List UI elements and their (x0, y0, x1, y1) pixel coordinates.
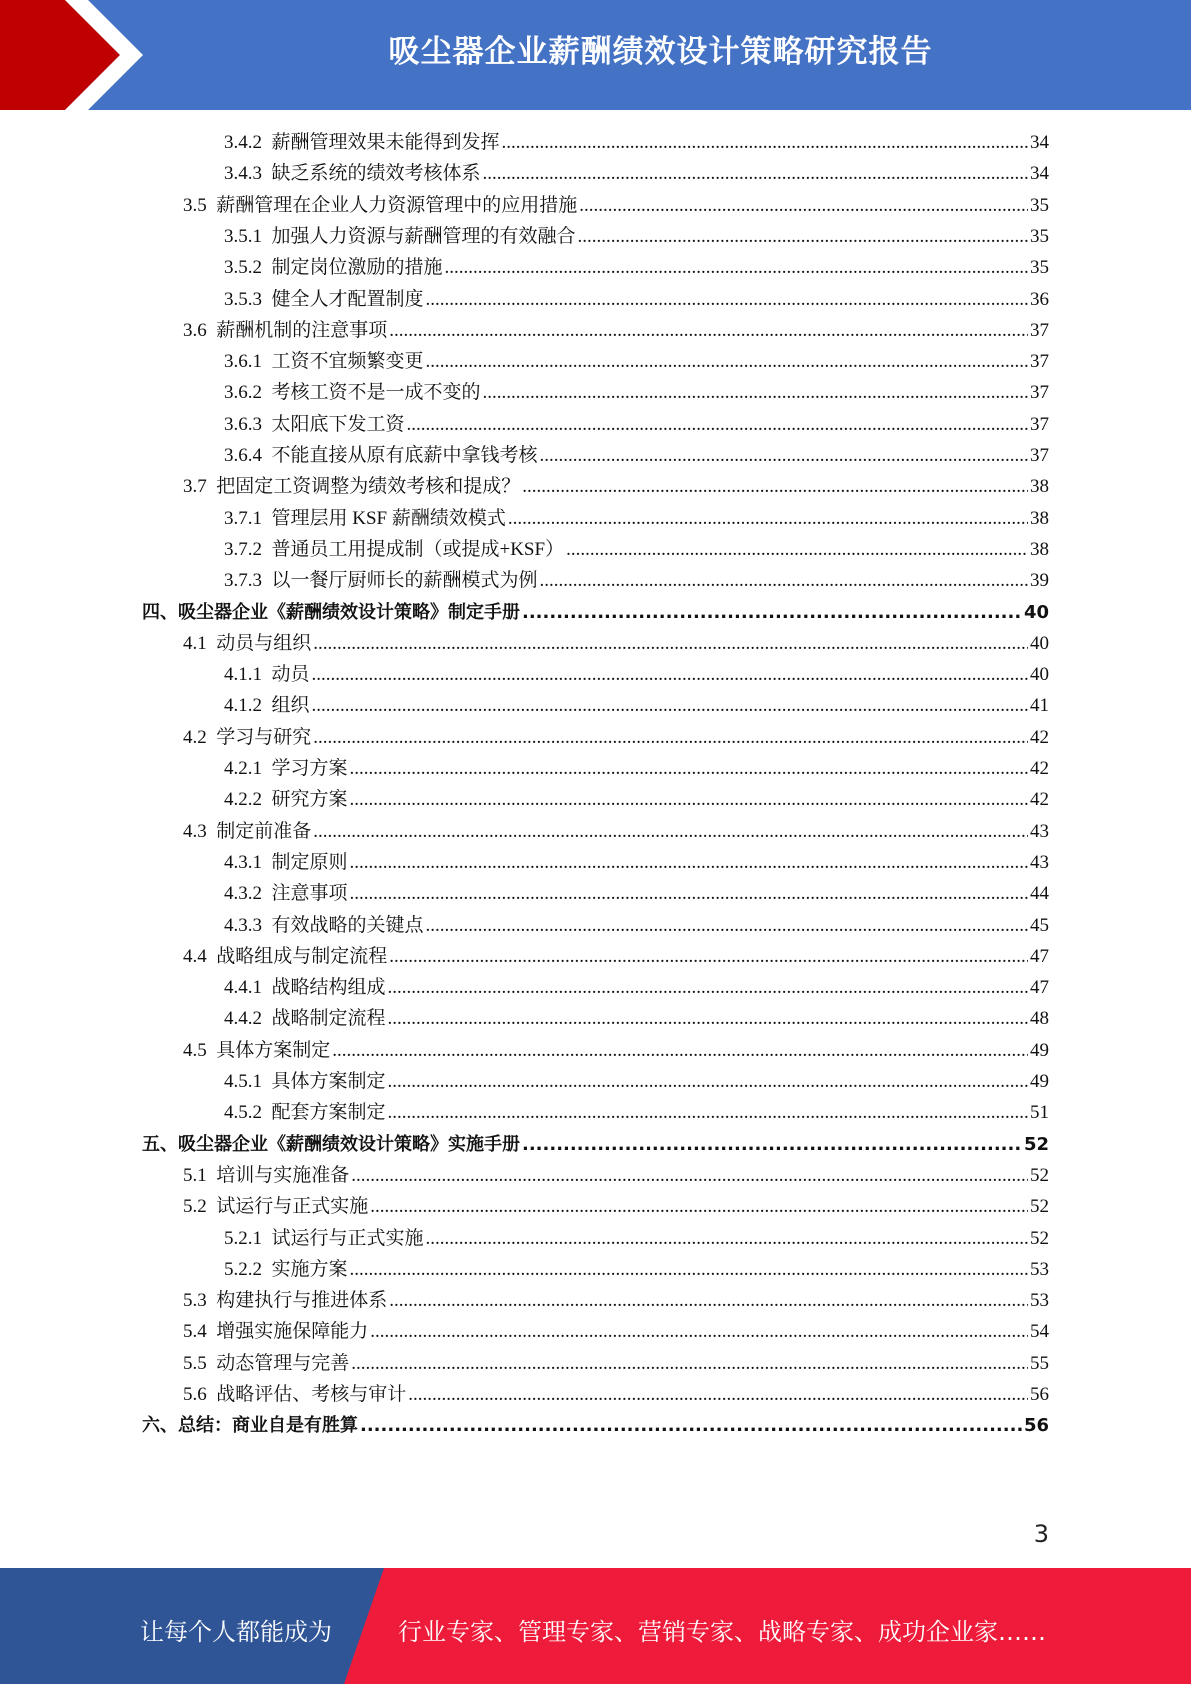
toc-dot-leader (350, 754, 1028, 784)
toc-entry-number: 4.1.1 (224, 664, 262, 686)
toc-entry-title: 战略评估、考核与审计 (216, 1384, 407, 1405)
toc-dot-leader (579, 191, 1028, 221)
toc-entry-page: 40 (1023, 601, 1049, 623)
toc-entry-title: 薪酬管理在企业人力资源管理中的应用措施 (216, 194, 578, 216)
toc-entry-page: 34 (1030, 132, 1049, 153)
toc-entry-number: 3.5.2 (224, 257, 262, 279)
toc-entry-title: 把固定工资调整为绩效考核和提成？ (216, 476, 521, 498)
toc-entry-title: 制定原则 (271, 851, 348, 873)
toc-entry-page: 49 (1030, 1071, 1049, 1092)
toc-entry-title: 构建执行与推进体系 (216, 1290, 388, 1312)
toc-entry[interactable] (183, 316, 1049, 346)
toc-entry-title: 动员与组织 (216, 632, 312, 654)
toc-entry-page: 49 (1030, 1039, 1049, 1061)
toc-entry-page: 36 (1030, 288, 1049, 310)
toc-entry-title: 学习方案 (271, 758, 348, 779)
toc-entry-page: 35 (1030, 257, 1049, 279)
toc-entry[interactable] (224, 410, 1049, 440)
toc-entry[interactable] (142, 1411, 1049, 1441)
toc-dot-leader (483, 378, 1028, 408)
toc-entry-page: 39 (1030, 570, 1049, 592)
toc-entry-title: 组织 (271, 695, 310, 717)
toc-entry-number: 4.2.2 (224, 789, 262, 811)
toc-entry-title: 试运行与正式实施 (216, 1196, 369, 1218)
toc-dot-leader (351, 1349, 1028, 1379)
toc-dot-leader (483, 159, 1028, 189)
page-header (0, 0, 1191, 110)
toc-entry-title: 制定岗位激励的措施 (271, 257, 443, 279)
toc-entry-page: 38 (1030, 538, 1049, 560)
toc-entry-number: 4.5.1 (224, 1071, 262, 1092)
toc-entry-title: 配套方案制定 (271, 1102, 386, 1124)
toc-entry-title: 考核工资不是一成不变的 (271, 382, 481, 404)
toc-dot-leader (426, 1224, 1028, 1254)
toc-entry-number: 3.6 (183, 319, 207, 341)
toc-entry[interactable] (183, 723, 1049, 753)
toc-dot-leader (426, 285, 1028, 315)
toc-entry-number: 4.5.2 (224, 1102, 262, 1124)
toc-entry-page: 42 (1030, 726, 1049, 748)
toc-entry-page: 42 (1030, 758, 1049, 779)
toc-entry-page: 52 (1023, 1133, 1049, 1155)
toc-dot-leader (350, 1255, 1028, 1285)
toc-entry[interactable] (224, 660, 1049, 690)
toc-entry[interactable] (224, 253, 1049, 283)
toc-entry[interactable] (224, 441, 1049, 471)
toc-entry-page: 37 (1030, 445, 1049, 466)
toc-entry-title: 加强人力资源与薪酬管理的有效融合 (271, 225, 576, 247)
toc-dot-leader (388, 973, 1028, 1003)
toc-entry[interactable] (224, 566, 1049, 596)
toc-dot-leader (389, 942, 1028, 972)
toc-entry[interactable] (183, 1349, 1049, 1379)
toc-entry-number: 3.5.3 (224, 288, 262, 310)
toc-entry-page: 53 (1030, 1258, 1049, 1280)
toc-entry-number: 5.3 (183, 1290, 207, 1312)
toc-entry[interactable] (224, 1255, 1049, 1285)
toc-entry-title: 健全人才配置制度 (271, 288, 424, 310)
toc-entry-title: 实施方案 (271, 1258, 348, 1280)
toc-entry-title: 有效战略的关键点 (271, 914, 424, 936)
toc-entry-page: 52 (1030, 1164, 1049, 1186)
toc-entry-title: 管理层用 KSF 薪酬绩效模式 (271, 507, 506, 529)
toc-entry[interactable] (183, 1380, 1049, 1410)
toc-entry-title: 太阳底下发工资 (271, 413, 405, 435)
toc-entry-page: 37 (1030, 382, 1049, 404)
toc-dot-leader (522, 472, 1028, 502)
toc-entry[interactable] (224, 911, 1049, 941)
toc-entry-page: 48 (1030, 1008, 1049, 1030)
toc-entry[interactable] (183, 1317, 1049, 1347)
toc-entry-number: 3.6.3 (224, 413, 262, 435)
toc-entry-title: 研究方案 (271, 789, 348, 811)
report-title: 吸尘器企业薪酬绩效设计策略研究报告 (388, 34, 933, 70)
toc-entry[interactable] (183, 817, 1049, 847)
toc-entry-number: 3.5.1 (224, 225, 262, 247)
toc-entry-page: 37 (1030, 351, 1049, 373)
toc-dot-leader (388, 1004, 1028, 1034)
toc-entry-page: 43 (1030, 851, 1049, 873)
toc-entry[interactable] (183, 1161, 1049, 1191)
toc-dot-leader (508, 504, 1028, 534)
page-number: 3 (1033, 1520, 1049, 1548)
toc-entry-page: 52 (1030, 1196, 1049, 1218)
toc-dot-leader (312, 691, 1028, 721)
toc-entry-page: 40 (1030, 632, 1049, 654)
toc-entry-page: 35 (1030, 194, 1049, 216)
toc-entry-title: 学习与研究 (216, 726, 312, 748)
toc-entry-title: 增强实施保障能力 (216, 1321, 369, 1343)
toc-entry-title: 缺乏系统的绩效考核体系 (271, 163, 481, 185)
toc-entry-number: 4.1 (183, 632, 207, 654)
toc-entry-title: 试运行与正式实施 (271, 1227, 424, 1249)
toc-dot-leader (522, 598, 1022, 628)
toc-dot-leader (566, 535, 1028, 565)
toc-dot-leader (389, 316, 1028, 346)
toc-entry-number: 4.4.2 (224, 1008, 262, 1030)
toc-entry-page: 37 (1030, 319, 1049, 341)
toc-entry-number: 3.4.2 (224, 132, 262, 153)
toc-dot-leader (388, 1098, 1028, 1128)
toc-entry[interactable] (224, 1004, 1049, 1034)
toc-entry-title: 四、吸尘器企业《薪酬绩效设计策略》制定手册 (142, 601, 520, 623)
toc-dot-leader (388, 1067, 1028, 1097)
toc-entry-title: 工资不宜频繁变更 (271, 351, 424, 373)
toc-entry-title: 培训与实施准备 (216, 1164, 350, 1186)
toc-dot-leader (540, 441, 1028, 471)
toc-entry-title: 以一餐厅厨师长的薪酬模式为例 (271, 570, 538, 592)
toc-entry-page: 53 (1030, 1290, 1049, 1312)
toc-dot-leader (312, 660, 1028, 690)
toc-dot-leader (350, 785, 1028, 815)
toc-entry-title: 五、吸尘器企业《薪酬绩效设计策略》实施手册 (142, 1133, 520, 1155)
toc-entry-page: 55 (1030, 1352, 1049, 1374)
toc-entry[interactable] (224, 848, 1049, 878)
toc-dot-leader (407, 410, 1028, 440)
toc-entry-page: 47 (1030, 977, 1049, 999)
toc-dot-leader (370, 1317, 1028, 1347)
toc-entry-title: 不能直接从原有底薪中拿钱考核 (271, 445, 538, 466)
toc-entry[interactable] (183, 1286, 1049, 1316)
toc-entry-number: 3.7.3 (224, 570, 262, 592)
toc-entry[interactable] (183, 1192, 1049, 1222)
toc-entry-number: 4.2.1 (224, 758, 262, 779)
page-footer (0, 1568, 1191, 1684)
toc-entry-number: 4.3.2 (224, 883, 262, 905)
toc-entry[interactable] (224, 691, 1049, 721)
toc-entry[interactable] (224, 1098, 1049, 1128)
toc-entry-number: 5.2.2 (224, 1258, 262, 1280)
toc-entry-title: 制定前准备 (216, 820, 312, 842)
footer-slogan-right: 行业专家、管理专家、营销专家、战略专家、成功企业家…… (398, 1618, 1046, 1646)
toc-entry[interactable] (183, 942, 1049, 972)
toc-entry[interactable] (224, 1067, 1049, 1097)
toc-entry-page: 47 (1030, 945, 1049, 967)
toc-dot-leader (370, 1192, 1028, 1222)
toc-entry-number: 5.5 (183, 1352, 207, 1374)
toc-entry-number: 4.3.1 (224, 851, 262, 873)
toc-entry-title: 注意事项 (271, 883, 348, 905)
toc-entry[interactable] (183, 191, 1049, 221)
toc-entry-number: 3.6.1 (224, 351, 262, 373)
toc-dot-leader (350, 879, 1028, 909)
toc-dot-leader (426, 347, 1028, 377)
toc-entry-number: 4.4 (183, 945, 207, 967)
toc-entry-number: 4.2 (183, 726, 207, 748)
toc-entry-number: 3.5 (183, 194, 207, 216)
toc-entry-number: 3.4.3 (224, 163, 262, 185)
toc-entry[interactable] (224, 347, 1049, 377)
toc-dot-leader (389, 1286, 1028, 1316)
toc-entry-page: 56 (1030, 1384, 1049, 1405)
toc-dot-leader (522, 1130, 1022, 1160)
toc-dot-leader (350, 848, 1028, 878)
toc-entry-number: 4.5 (183, 1039, 207, 1061)
toc-entry-number: 5.6 (183, 1384, 207, 1405)
toc-entry[interactable] (224, 785, 1049, 815)
toc-entry-number: 4.1.2 (224, 695, 262, 717)
toc-entry-number: 5.4 (183, 1321, 207, 1343)
toc-entry-number: 4.3 (183, 820, 207, 842)
toc-entry-number: 3.7 (183, 476, 207, 498)
toc-dot-leader (408, 1380, 1028, 1410)
toc-entry[interactable] (224, 285, 1049, 315)
toc-dot-leader (502, 128, 1028, 158)
toc-entry[interactable] (224, 128, 1049, 158)
toc-entry[interactable] (224, 535, 1049, 565)
toc-entry[interactable] (183, 629, 1049, 659)
toc-entry-title: 动态管理与完善 (216, 1352, 350, 1374)
toc-dot-leader (540, 566, 1028, 596)
toc-entry-page: 56 (1023, 1415, 1049, 1437)
toc-entry[interactable] (142, 598, 1049, 628)
toc-entry[interactable] (224, 222, 1049, 252)
toc-entry-number: 3.6.4 (224, 445, 262, 466)
toc-entry-title: 动员 (271, 664, 310, 686)
toc-entry-title: 战略组成与制定流程 (216, 945, 388, 967)
toc-entry-page: 38 (1030, 507, 1049, 529)
toc-entry-page: 52 (1030, 1227, 1049, 1249)
toc-entry-page: 43 (1030, 820, 1049, 842)
toc-entry-number: 3.7.1 (224, 507, 262, 529)
toc-entry[interactable] (224, 504, 1049, 534)
toc-entry-number: 5.1 (183, 1164, 207, 1186)
toc-entry-page: 45 (1030, 914, 1049, 936)
toc-entry-title: 六、总结：商业自是有胜算 (142, 1415, 358, 1437)
toc-entry-page: 44 (1030, 883, 1049, 905)
toc-entry-number: 4.3.3 (224, 914, 262, 936)
toc-entry-page: 34 (1030, 163, 1049, 185)
footer-slogan-left: 让每个人都能成为 (140, 1618, 332, 1646)
toc-entry-title: 薪酬管理效果未能得到发挥 (271, 132, 500, 153)
toc-entry-page: 51 (1030, 1102, 1049, 1124)
toc-entry-title: 薪酬机制的注意事项 (216, 319, 388, 341)
toc-entry-title: 战略制定流程 (271, 1008, 386, 1030)
toc-entry-title: 战略结构组成 (271, 977, 386, 999)
toc-entry-number: 5.2.1 (224, 1227, 262, 1249)
toc-dot-leader (332, 1036, 1028, 1066)
toc-entry[interactable] (224, 973, 1049, 1003)
toc-entry-title: 普通员工用提成制（或提成+KSF） (271, 538, 565, 560)
toc-entry[interactable] (183, 472, 1049, 502)
toc-dot-leader (360, 1411, 1022, 1441)
toc-dot-leader (313, 817, 1028, 847)
toc-entry-page: 40 (1030, 664, 1049, 686)
toc-entry[interactable] (224, 879, 1049, 909)
toc-dot-leader (445, 253, 1028, 283)
toc-entry-page: 35 (1030, 225, 1049, 247)
toc-dot-leader (426, 911, 1028, 941)
toc-entry[interactable] (142, 1130, 1049, 1160)
toc-entry-number: 3.6.2 (224, 382, 262, 404)
toc-entry-page: 42 (1030, 789, 1049, 811)
toc-entry-page: 54 (1030, 1321, 1049, 1343)
toc-entry-number: 4.4.1 (224, 977, 262, 999)
toc-entry-number: 3.7.2 (224, 538, 262, 560)
toc-dot-leader (313, 629, 1028, 659)
toc-entry-page: 38 (1030, 476, 1049, 498)
toc-dot-leader (351, 1161, 1028, 1191)
toc-entry[interactable] (183, 1036, 1049, 1066)
toc-dot-leader (578, 222, 1028, 252)
toc-entry-page: 37 (1030, 413, 1049, 435)
toc-entry-number: 5.2 (183, 1196, 207, 1218)
toc-entry-title: 具体方案制定 (271, 1071, 386, 1092)
toc-entry[interactable] (224, 378, 1049, 408)
toc-entry-title: 具体方案制定 (216, 1039, 331, 1061)
toc-entry[interactable] (224, 1224, 1049, 1254)
toc-entry[interactable] (224, 159, 1049, 189)
toc-entry[interactable] (224, 754, 1049, 784)
toc-dot-leader (313, 723, 1028, 753)
toc-entry-page: 41 (1030, 695, 1049, 717)
